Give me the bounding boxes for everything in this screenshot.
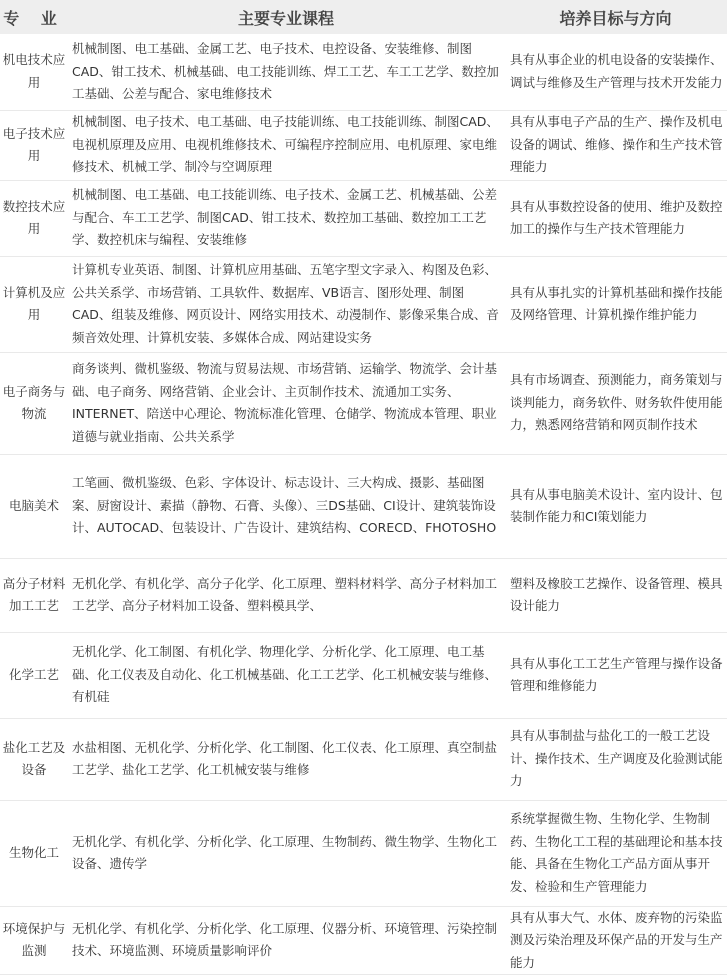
goal-cell: 具有从事化工工艺生产管理与操作设备管理和维修能力 bbox=[504, 632, 727, 718]
header-major: 专 业 bbox=[0, 0, 68, 34]
table-row bbox=[0, 454, 727, 558]
major-cell: 生物化工 bbox=[0, 800, 68, 906]
courses-cell: 无机化学、有机化学、分析化学、化工原理、生物制药、微生物学、生物化工设备、遗传学 bbox=[68, 800, 504, 906]
courses-cell: 无机化学、化工制图、有机化学、物理化学、分析化学、化工原理、电工基础、化工仪表及自动化、化工机械基础、化工工艺学、化工机械安装与维修、有机硅 bbox=[68, 632, 504, 718]
courses-cell: 无机化学、有机化学、分析化学、化工原理、仪器分析、环境管理、污染控制技术、环境监测、环境质量影响评价 bbox=[68, 906, 504, 975]
goal-cell: 具有从事电脑美术设计、室内设计、包装制作能力和CI策划能力 bbox=[504, 454, 727, 558]
table-row bbox=[0, 180, 727, 256]
goal-cell: 具有从事扎实的计算机基础和操作技能及网络管理、计算机操作维护能力 bbox=[504, 256, 727, 352]
header-courses: 主要专业课程 bbox=[68, 0, 504, 34]
courses-cell: 机械制图、电子技术、电工基础、电子技能训练、电工技能训练、制图CAD、电视机原理及应用、电视机维修技术、可编程序控制应用、电机原理、家电维修技术、机械工学、制冷与空调原理 bbox=[68, 110, 504, 180]
courses-cell: 机械制图、电工基础、金属工艺、电子技术、电控设备、安装维修、制图CAD、钳工技术、机械基础、电工技能训练、焊工工艺、车工工艺学、数控加工基础、公差与配合、家电维修技术 bbox=[68, 34, 504, 110]
major-cell: 电脑美术 bbox=[0, 454, 68, 558]
major-cell: 高分子材料加工工艺 bbox=[0, 558, 68, 632]
major-cell: 化学工艺 bbox=[0, 632, 68, 718]
goal-cell: 塑料及橡胶工艺操作、设备管理、模具设计能力 bbox=[504, 558, 727, 632]
courses-cell: 无机化学、有机化学、高分子化学、化工原理、塑料材料学、高分子材料加工工艺学、高分子材料加工设备、塑料模具学、 bbox=[68, 558, 504, 632]
courses-cell: 商务谈判、微机鉴级、物流与贸易法规、市场营销、运输学、物流学、会计基础、电子商务、网络营销、企业会计、主页制作技术、流通加工实务、INTERNET、陪送中心理论、物流标准化管理、仓储学、物流成本管理、职业道德与就业指南、公共关系学 bbox=[68, 352, 504, 454]
goal-cell: 具有从事数控设备的使用、维护及数控加工的操作与生产技术管理能力 bbox=[504, 180, 727, 256]
table-row bbox=[0, 906, 727, 975]
goal-cell: 具有从事电子产品的生产、操作及机电设备的调试、维修、操作和生产技术管理能力 bbox=[504, 110, 727, 180]
major-cell: 机电技术应用 bbox=[0, 34, 68, 110]
table-row bbox=[0, 800, 727, 906]
table-row bbox=[0, 632, 727, 718]
table-row bbox=[0, 558, 727, 632]
major-cell: 盐化工艺及设备 bbox=[0, 718, 68, 800]
table-row bbox=[0, 718, 727, 800]
table-row bbox=[0, 256, 727, 352]
major-cell: 计算机及应用 bbox=[0, 256, 68, 352]
major-cell: 电子技术应用 bbox=[0, 110, 68, 180]
table-row bbox=[0, 110, 727, 180]
major-cell: 电子商务与物流 bbox=[0, 352, 68, 454]
goal-cell: 系统掌握微生物、生物化学、生物制药、生物化工工程的基础理论和基本技能、具备在生物化工产品方面从事开发、检验和生产管理能力 bbox=[504, 800, 727, 906]
courses-cell: 工笔画、微机鉴级、色彩、字体设计、标志设计、三大构成、摄影、基础图案、厨窗设计、素描（静物、石膏、头像）、三DS基础、CI设计、建筑装饰设计、AUTOCAD、包装设计、广告设计、建筑结构、CORECD、FHOTOSHO bbox=[68, 454, 504, 558]
table-row bbox=[0, 352, 727, 454]
major-cell: 数控技术应用 bbox=[0, 180, 68, 256]
courses-cell: 计算机专业英语、制图、计算机应用基础、五笔字型文字录入、构图及色彩、公共关系学、市场营销、工具软件、数据库、VB语言、图形处理、制图CAD、组装及维修、网页设计、网络实用技术、动漫制作、影像采集合成、音频音效处理、计算机安装、多媒体合成、网站建设实务 bbox=[68, 256, 504, 352]
goal-cell: 具有从事企业的机电设备的安装操作、调试与维修及生产管理与技术开发能力 bbox=[504, 34, 727, 110]
header-goal: 培养目标与方向 bbox=[504, 0, 727, 34]
courses-cell: 水盐相图、无机化学、分析化学、化工制图、化工仪表、化工原理、真空制盐工艺学、盐化工艺学、化工机械安装与维修 bbox=[68, 718, 504, 800]
goal-cell: 具有市场调查、预测能力，商务策划与谈判能力，商务软件、财务软件使用能力，熟悉网络营销和网页制作技术 bbox=[504, 352, 727, 454]
header-row bbox=[0, 0, 727, 34]
table-row bbox=[0, 34, 727, 110]
courses-cell: 机械制图、电工基础、电工技能训练、电子技术、金属工艺、机械基础、公差与配合、车工工艺学、制图CAD、钳工技术、数控加工基础、数控加工工艺学、数控机床与编程、安装维修 bbox=[68, 180, 504, 256]
major-cell: 环境保护与监测 bbox=[0, 906, 68, 975]
goal-cell: 具有从事大气、水体、废弃物的污染监测及污染治理及环保产品的开发与生产能力 bbox=[504, 906, 727, 975]
goal-cell: 具有从事制盐与盐化工的一般工艺设计、操作技术、生产调度及化验测试能力 bbox=[504, 718, 727, 800]
